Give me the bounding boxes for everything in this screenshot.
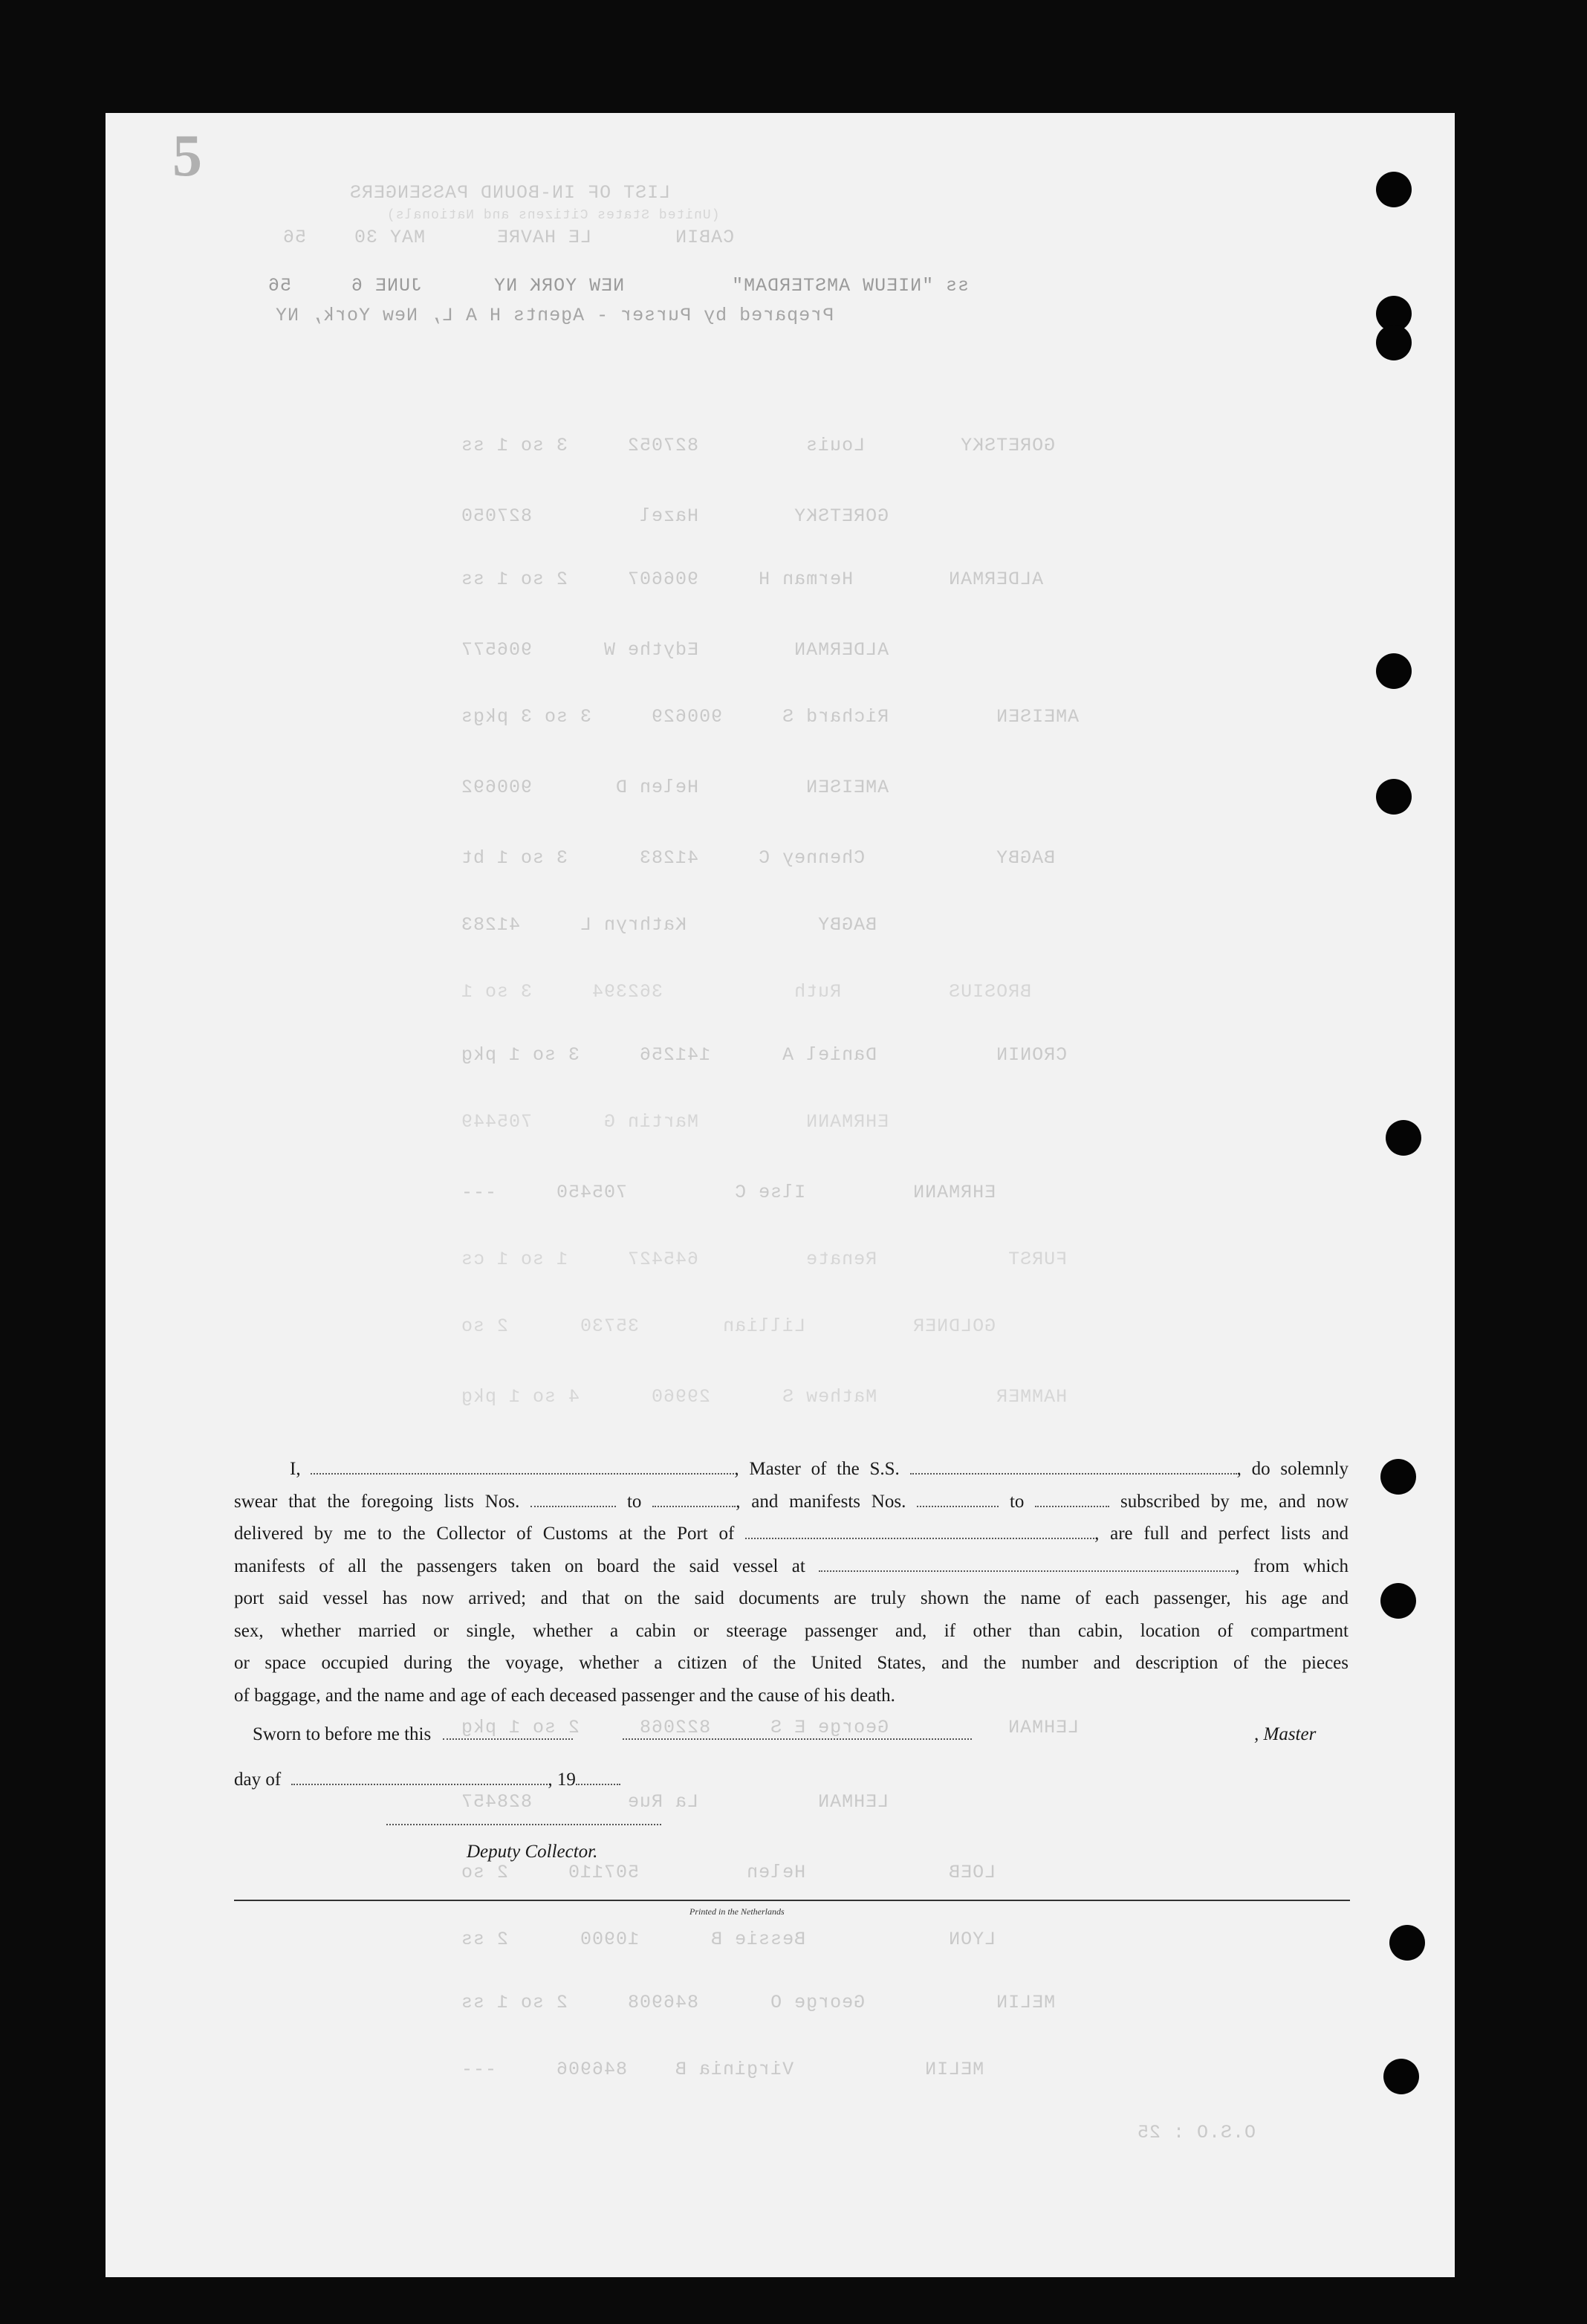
day-blank — [291, 1770, 548, 1785]
manifest-to-blank — [1035, 1492, 1109, 1507]
oath-text — [234, 1453, 1349, 1712]
departure-port-blank — [819, 1557, 1235, 1572]
deputy-collector-label: Deputy Collector. — [467, 1842, 598, 1862]
list-to-blank — [652, 1492, 736, 1507]
sworn-row — [234, 1724, 972, 1745]
oath-to-1: to — [626, 1491, 642, 1512]
day-row — [234, 1770, 620, 1790]
year-blank — [576, 1770, 620, 1785]
master-signature-blank — [623, 1725, 972, 1740]
oath-from-which: , from which — [1235, 1556, 1349, 1576]
oath-delivered: delivered by me to the Collector of Customs at the Port of — [234, 1524, 735, 1544]
oath-manifests: , and manifests Nos. — [736, 1491, 906, 1512]
deputy-signature-line — [386, 1824, 661, 1825]
vessel-name-blank — [910, 1460, 1237, 1475]
oath-swear: swear that the foregoing lists Nos. — [234, 1491, 520, 1512]
oath-i: I, — [290, 1459, 301, 1479]
oath-line-8: of baggage, and the name and age of each deceased passenger and the cause of his death. — [234, 1685, 895, 1706]
printed-note: Printed in the Netherlands — [689, 1906, 785, 1917]
oath-line-6: sex, whether married or single, whether a cabin or steerage passenger and, if other than cabin, location of compartment — [234, 1620, 1349, 1641]
master-name-blank — [311, 1460, 734, 1475]
manifest-from-blank — [917, 1492, 999, 1507]
oath-master-of: , Master of the S.S. — [734, 1459, 900, 1479]
oath-manifests-all: manifests of all the passengers taken on board the said vessel at — [234, 1556, 805, 1576]
oath-line-5: port said vessel has now arrived; and that on the said documents are truly shown the name of each passenger, his age and — [234, 1588, 1349, 1608]
oath-full-lists: , are full and perfect lists and — [1094, 1524, 1349, 1544]
sworn-date-blank — [443, 1725, 573, 1740]
oath-to-2: to — [1009, 1491, 1025, 1512]
oath-subscribed: subscribed by me, and now — [1120, 1491, 1349, 1512]
year-label: , 19 — [548, 1770, 576, 1790]
master-label: , Master — [1254, 1724, 1317, 1744]
oath-solemnly: , do solemnly — [1236, 1459, 1349, 1479]
sworn-label: Sworn to before me this — [253, 1724, 432, 1744]
day-of-label: day of — [234, 1770, 282, 1790]
stamp-number: 5 — [172, 123, 202, 189]
oath-line-7: or space occupied during the voyage, whether a citizen of the United States, and the number and description of the pieces — [234, 1653, 1349, 1673]
list-from-blank — [530, 1492, 616, 1507]
footer-rule — [234, 1900, 1350, 1901]
port-blank — [745, 1524, 1094, 1539]
